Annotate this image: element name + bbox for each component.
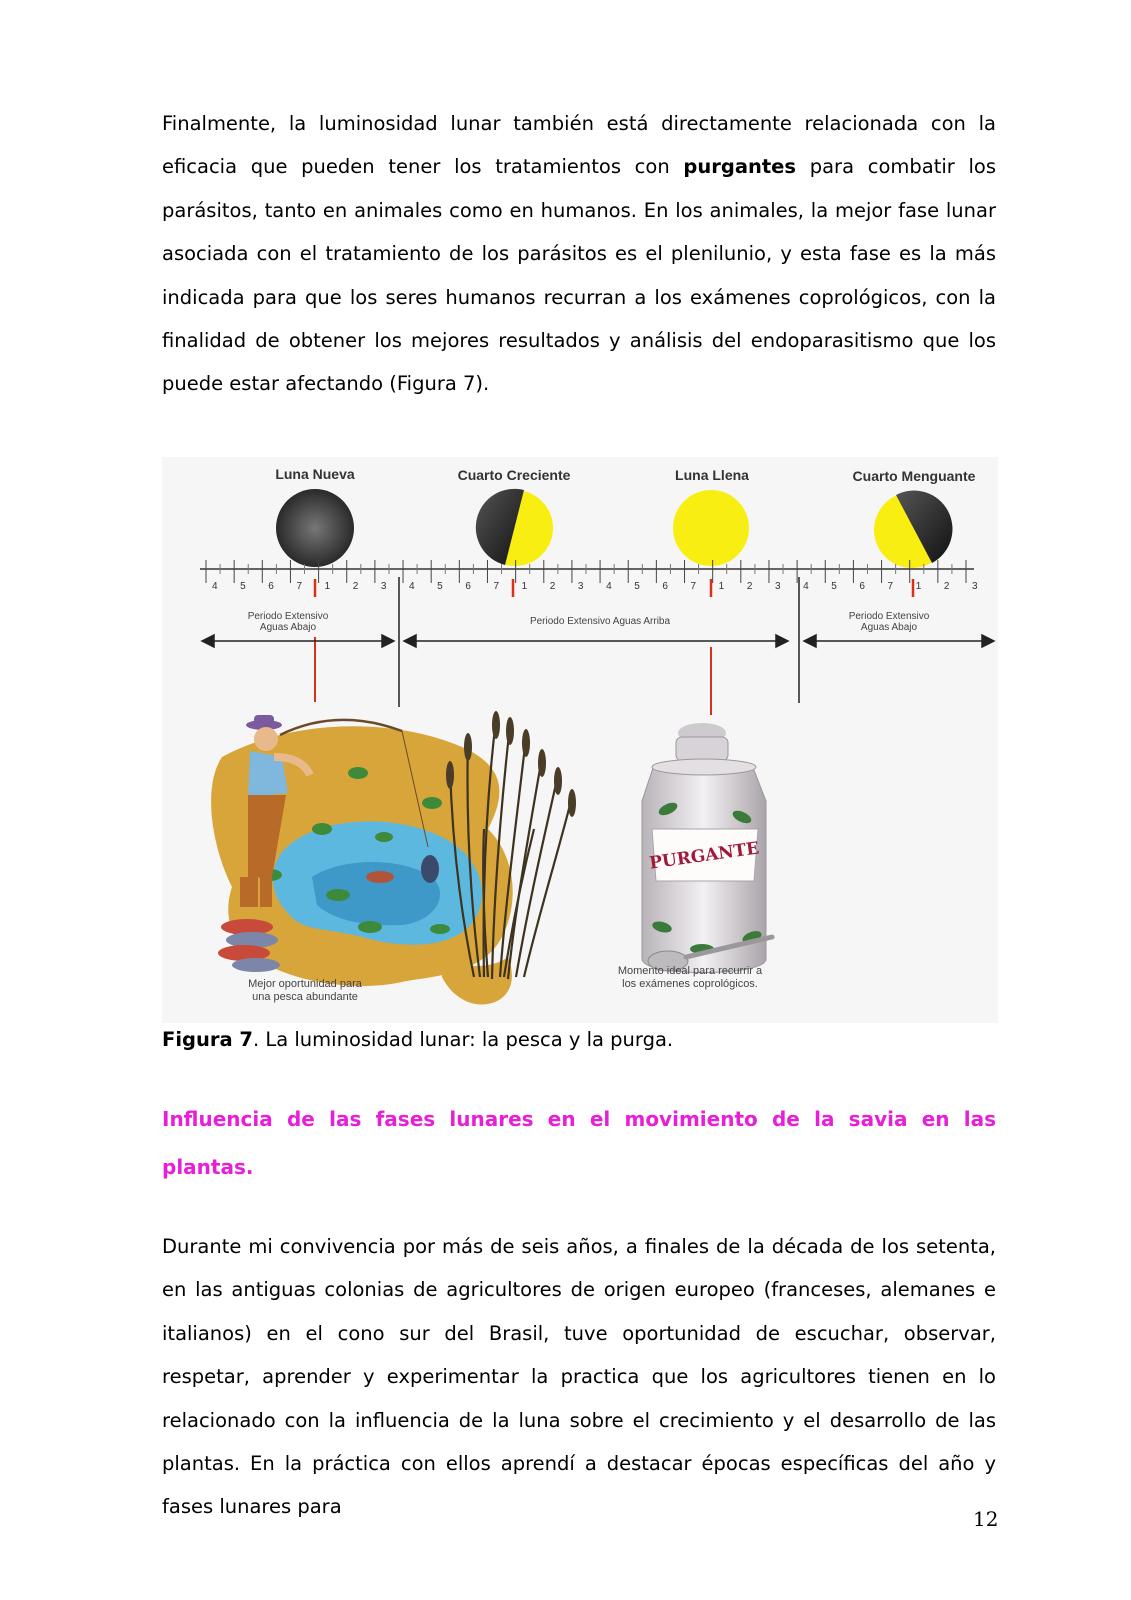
note-purge-1: Momento ideal para recurrir a [617, 965, 763, 977]
scale-number: 6 [268, 581, 274, 592]
scale-number: 5 [240, 581, 246, 592]
scale-number: 2 [943, 581, 950, 592]
scale-number: 4 [803, 581, 809, 592]
period-left-label-1: Periodo Extensivo [247, 611, 329, 622]
scale-number: 1 [324, 581, 331, 592]
scale-number: 2 [352, 581, 359, 592]
scale-number: 6 [465, 581, 471, 592]
phase-label-new: Luna Nueva [275, 466, 355, 482]
section-heading: Influencia de las fases lunares en el movimiento de la savia en las plantas. [162, 1107, 996, 1179]
scale-number: 4 [606, 581, 612, 592]
figure-7-illustration [162, 457, 998, 1023]
scale-number: 5 [437, 581, 443, 592]
phase-label-full: Luna Llena [675, 467, 749, 483]
paragraph-1-bold-term: purgantes [683, 155, 797, 179]
scale-number: 3 [972, 581, 978, 592]
caption-text: . La luminosidad lunar: la pesca y la purga. [252, 1028, 674, 1051]
paragraph-1-text-b: para combatir los parásitos, tanto en animales como en humanos. En los animales, la mejor fase lunar asociada con el tratamiento de los parásitos es el plenilunio, y esta fase es la más indicada para que los seres humanos recurran a los exámenes coprológicos, con la finalidad de obtener los mejores resultados y análisis del endoparasitismo que los puede estar afectando (Figura 7). [162, 155, 996, 396]
figure-caption [162, 1027, 673, 1053]
new-moon-icon [276, 489, 354, 567]
scale-number: 2 [746, 581, 753, 592]
full-moon-icon [673, 490, 749, 566]
scale-number: 5 [634, 581, 640, 592]
phase-label-first-quarter: Cuarto Creciente [457, 467, 571, 483]
note-fishing-1: Mejor oportunidad para [248, 978, 362, 990]
scale-number: 7 [690, 581, 697, 592]
period-left-label-2: Aguas Abajo [259, 622, 317, 633]
note-fishing-2: una pesca abundante [252, 991, 358, 1003]
scale-number: 3 [774, 581, 781, 592]
paragraph-1-text-a: Finalmente, la luminosidad lunar también está directamente relacionada con la eficacia que pueden tener los tratamientos con [162, 112, 996, 179]
scale-number: 7 [296, 581, 303, 592]
paragraph-2: Durante mi convivencia por más de seis años, a finales de la década de los setenta, en las antiguas colonias de agricultores de origen europeo (franceses, alemanes e italianos) en el cono sur del Brasil, tuve oportunidad de escuchar, observar, respetar, aprender y experimentar la practica que los agricultores tienen en lo relacionado con la influencia de la luna sobre el crecimiento y el desarrollo de las plantas. En la práctica con ellos aprendí a destacar épocas específicas del año y fases lunares para [162, 1235, 996, 1519]
period-right-label-2: Aguas Abajo [860, 622, 918, 633]
phase-label-last-quarter: Cuarto Menguante [852, 468, 976, 484]
scale-number: 1 [915, 581, 922, 592]
scale-number: 7 [493, 581, 500, 592]
note-purge-2: los exámenes coprológicos. [622, 978, 758, 990]
period-middle-label: Periodo Extensivo Aguas Arriba [529, 616, 671, 627]
caption-label: Figura 7 [162, 1028, 253, 1051]
jar-label: PURGANTE [648, 838, 761, 874]
page-number: 12 [973, 1507, 999, 1531]
scale-number: 2 [549, 581, 556, 592]
scale-number: 7 [887, 581, 894, 592]
scale-number: 6 [859, 581, 865, 592]
scale-number: 4 [409, 581, 415, 592]
scale-number: 3 [577, 581, 584, 592]
scale-number: 3 [380, 581, 387, 592]
scale-number: 5 [831, 581, 837, 592]
paragraph-1 [162, 102, 996, 406]
scale-number: 6 [662, 581, 668, 592]
period-right-label-1: Periodo Extensivo [848, 611, 930, 622]
scale-number: 1 [521, 581, 528, 592]
scale-number: 1 [718, 581, 725, 592]
scale-number: 4 [212, 581, 218, 592]
